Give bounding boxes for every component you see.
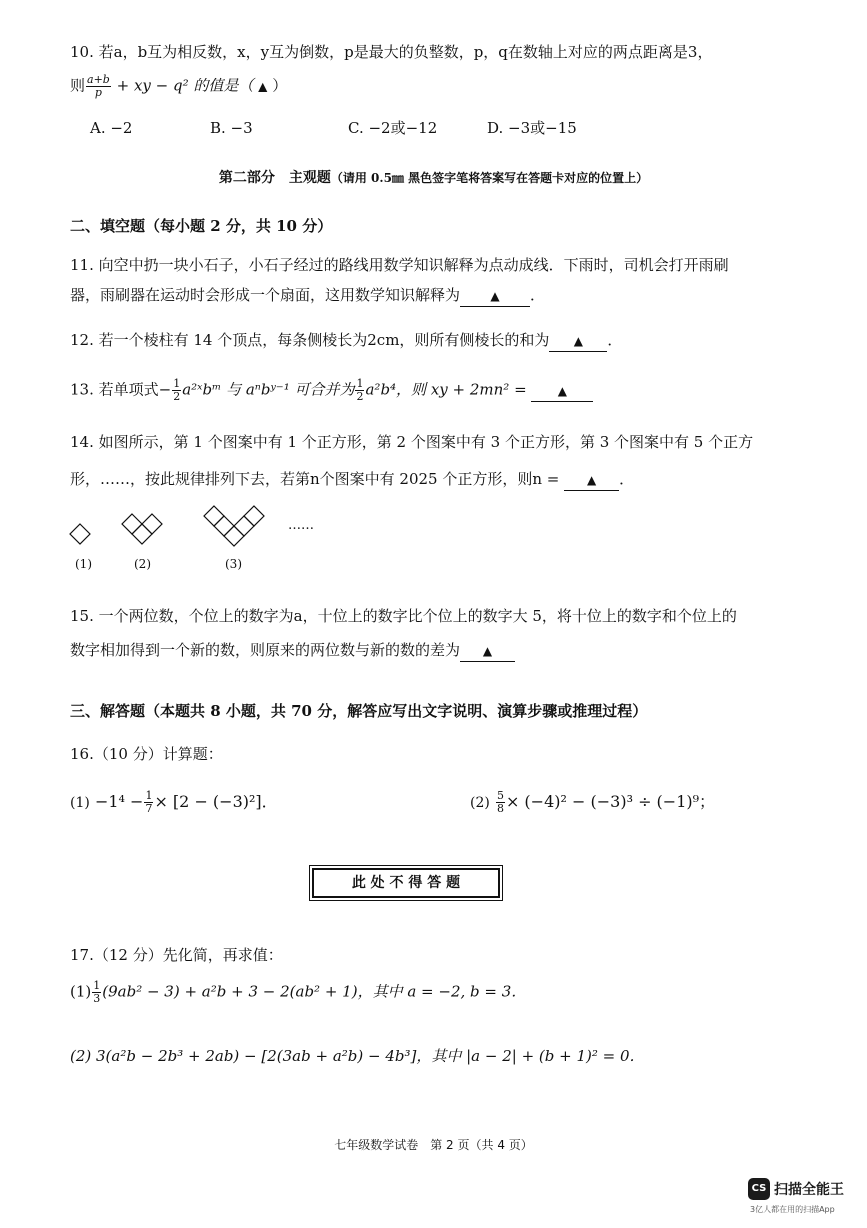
q15-line2: 数字相加得到一个新的数，则原来的两位数与新的数的差为 ▲ [70,640,515,662]
q17-part2: (2) 3(a²b − 2b³ + 2ab) − [2(3ab + a²b) − 4b³]，其中 |a − 2| + (b + 1)² = 0． [70,1047,645,1065]
q10-expression: + xy − q² 的值是（ [116,76,254,95]
q10-line2 [70,74,287,99]
q10-option-c: C. −2或−12 [348,119,438,137]
answer-mark: ▲ [258,79,268,94]
q16-part1: (1) −1⁴ − $\frac{1}{7}$ × [2 − (−3)²]． [70,789,278,815]
q16-title: 16.（10 分）计算题： [70,745,223,763]
q10-option-a: A. −2 [90,119,133,137]
q13-answer-blank [531,380,593,402]
q16-part2: (2) $\frac{5}{8}$ × (−4)² − (−3)³ ÷ (−1)⁹； [470,789,716,815]
pattern-3-square [244,506,264,526]
q12-line: 12. 若一个棱柱有 14 个顶点，每条侧棱长为2cm，则所有侧棱长的和为 ▲ ． [70,330,622,352]
answer-mark: ▲ [482,644,493,658]
answer-mark: ▲ [490,289,500,303]
pattern-label-3: (3) [225,557,242,571]
q14-answer-blank [564,469,619,491]
q14-line1: 14. 如图所示，第 1 个图案中有 1 个正方形，第 2 个图案中有 3 个正方形，第 3 个图案中有 5 个正方 [70,433,754,451]
section3-title: 三、解答题（本题共 8 小题，共 70 分，解答应写出文字说明、演算步骤或推理过程） [70,702,648,720]
q10-close: ） [272,76,288,95]
q10-fraction: $\frac{a+b}{p}$ [87,73,110,99]
q17-fraction: $\frac{1}{3}$ [93,979,101,1005]
square-pattern-figure [60,500,340,580]
q10-line1: 10. 若a，b互为相反数，x，y互为倒数，p是最大的负整数，p，q在数轴上对应的两点距离是3， [70,43,713,61]
pattern-2-square [122,514,142,534]
watermark-subtitle: 3亿人都在用的扫描App [750,1205,835,1214]
watermark-title: 扫描全能王 [774,1182,844,1198]
pattern-2-square [142,514,162,534]
scanner-watermark [748,1176,860,1220]
pattern-label-1: (1) [75,557,92,571]
no-answer-box: 此 处 不 得 答 题 [312,868,500,898]
q15-line1: 15. 一个两位数，个位上的数字为a，十位上的数字比个位上的数字大 5，将十位上的数字和个位上的 [70,607,737,625]
pattern-3-square [204,506,224,526]
q13-fraction-2: $\frac{1}{2}$ [356,377,364,403]
pattern-1-square [70,524,90,544]
pattern-3-square [224,526,244,546]
pattern-ellipsis: …… [288,518,314,533]
pattern-3-square [234,516,254,536]
pattern-2-square [132,524,152,544]
q17-part1: (1) $\frac{1}{3}$ (9ab² − 3) + a²b + 3 − 2(ab² + 1)，其中 a = −2, b = 3． [70,979,527,1005]
page-footer: 七年级数学试卷 第 2 页（共 4 页） [334,1138,533,1152]
q13-line: 13. 若单项式− $\frac{1}{2}$ a²ˣbᵐ 与 aⁿbʸ⁻¹ 可合并为 $\frac{1}{2}$ a²b⁴，则 xy + 2mn² = ▲ [70,378,593,403]
q10-option-d: D. −3或−15 [487,119,577,137]
answer-mark: ▲ [587,473,597,487]
q11-line2: 器，雨刷器在运动时会形成一个扇面，这用数学知识解释为 ▲ ． [70,285,545,307]
q16-fraction-2: $\frac{5}{8}$ [496,789,504,815]
q10-prefix: 则 [70,76,86,95]
pattern-3-square [214,516,234,536]
pattern-label-2: (2) [134,557,151,571]
q10-option-b: B. −3 [210,119,253,137]
q13-fraction-1: $\frac{1}{2}$ [173,377,181,403]
cs-logo-icon: CS [748,1178,770,1200]
section2-title: 二、填空题（每小题 2 分，共 10 分） [70,217,333,235]
q16-fraction-1: $\frac{1}{7}$ [145,789,153,815]
part2-note: （请用 0.5㎜ 黑色签字笔将答案写在答题卡对应的位置上） [330,171,649,185]
q17-title: 17.（12 分）先化简，再求值： [70,946,283,964]
answer-mark: ▲ [557,383,568,398]
q12-answer-blank [549,330,607,352]
answer-mark: ▲ [573,334,584,348]
q11-answer-blank [460,285,530,307]
q14-line2: 形，……，按此规律排列下去，若第n个图案中有 2025 个正方形，则n = ▲ ． [70,469,634,491]
q15-answer-blank [460,640,515,662]
part2-heading [0,167,867,187]
q11-line1: 11. 向空中扔一块小石子，小石子经过的路线用数学知识解释为点动成线．下雨时，司机会打开雨刷 [70,256,729,274]
part2-title: 第二部分 主观题 [218,170,331,186]
